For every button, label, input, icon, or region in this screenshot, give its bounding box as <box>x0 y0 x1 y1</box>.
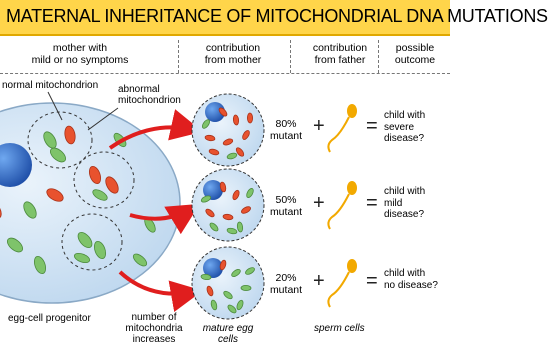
row-2-out-line3: disease? <box>384 209 425 220</box>
header-cf-line1: contribution <box>312 42 368 54</box>
row-3-equals: = <box>366 270 378 292</box>
row-2-equals: = <box>366 192 378 214</box>
row-1-out-line1: child with <box>384 110 426 121</box>
row-3-pct-value: 20% <box>275 272 297 284</box>
row-1-equals: = <box>366 115 378 137</box>
label-mature-line2: cells <box>217 334 238 345</box>
row-2-out-line2: mild <box>384 197 403 209</box>
row-2-pct-value: 50% <box>275 194 297 206</box>
label-mature-egg-cells <box>192 323 264 345</box>
abnormal-mitochondrion <box>247 113 252 123</box>
sperm-2 <box>328 181 357 229</box>
label-abnormal-line1: abnormal <box>118 84 160 95</box>
label-normal-mitochondrion: normal mitochondrion <box>2 80 99 91</box>
label-increase-line2: mitochondria <box>125 323 183 334</box>
row-2-percent <box>266 194 306 218</box>
label-increase-line3: increases <box>132 334 176 345</box>
row-3-pct-word: mutant <box>269 284 303 296</box>
label-increase-line1: number of <box>131 312 177 323</box>
row-2-pct-word: mutant <box>269 206 303 218</box>
row-3-outcome <box>384 268 438 291</box>
header-mother-line2: mild or no symptoms <box>31 54 129 66</box>
label-abnormal-mitochondrion <box>118 84 181 106</box>
header-out-line2: outcome <box>394 54 436 66</box>
sperm-1 <box>328 104 357 152</box>
row-2-plus: + <box>313 192 325 214</box>
row-2-outcome <box>384 186 425 221</box>
row-2-out-line1: child with <box>384 186 426 197</box>
row-1-plus: + <box>313 115 325 137</box>
header-cf-line2: from father <box>314 54 366 66</box>
header-out-line1: possible <box>395 42 435 54</box>
row-3-plus: + <box>313 270 325 292</box>
row-1-pct-value: 80% <box>275 118 297 130</box>
header-mother-line1: mother with <box>52 42 108 54</box>
row-1-out-line2: severe <box>384 121 415 133</box>
row-1-percent <box>266 118 306 142</box>
label-mature-line1: mature egg <box>202 323 254 334</box>
label-sperm-cells: sperm cells <box>314 323 365 334</box>
sperm-3 <box>328 259 357 307</box>
row-3-out-line2: no disease? <box>384 279 438 291</box>
normal-mitochondrion <box>241 285 251 290</box>
label-egg-cell-progenitor: egg-cell progenitor <box>8 313 91 324</box>
row-3-percent <box>266 272 306 296</box>
header-cm-line2: from mother <box>204 54 262 66</box>
row-1-out-line3: disease? <box>384 133 425 144</box>
header-cm-line1: contribution <box>205 42 261 54</box>
row-1-outcome <box>384 110 425 145</box>
label-mitochondria-increase <box>120 312 188 345</box>
label-abnormal-line2: mitochondrion <box>118 95 181 106</box>
row-1-pct-word: mutant <box>269 130 303 142</box>
row-3-out-line1: child with <box>384 268 426 279</box>
figure-title: MATERNAL INHERITANCE OF MITOCHONDRIAL DNA MUTATIONS <box>6 6 548 26</box>
